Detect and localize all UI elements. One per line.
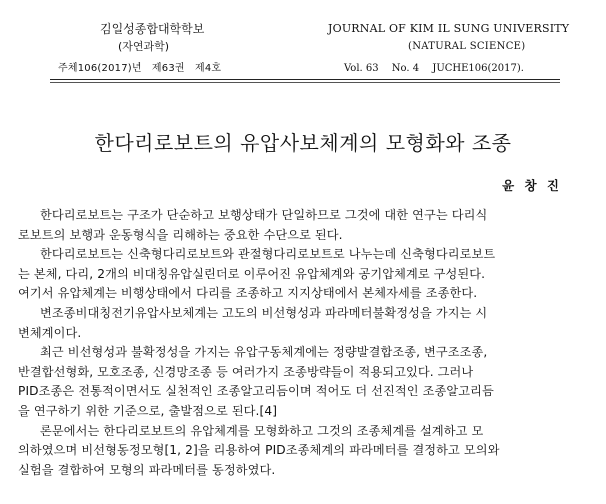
journal-section-ko: (자연과학) xyxy=(118,40,170,53)
body-line: 최근 비선형성과 불확정성을 가지는 유압구동체계에는 정량발결합조종, 변구조조종, xyxy=(40,345,488,360)
article-body xyxy=(18,206,592,480)
body-line: 는 본체, 다리, 2개의 비대칭유압실린더로 이루어진 유압체계와 공기압체계로 구성된다. xyxy=(18,266,486,281)
journal-issue-en xyxy=(344,62,534,76)
body-line: 반결합선형화, 모호조종, 신경망조종 등 여러가지 조종방략들이 적용되고있다. 그러나 xyxy=(18,364,474,379)
volume: Vol. 63 xyxy=(344,63,379,74)
body-line: 론문에서는 한다리로보트의 유압체계를 모형화하고 그것의 조종체계를 설계하고 모 xyxy=(40,423,484,438)
body-line: 의하였으며 비선형동정모형[1, 2]을 리용하여 PID조종체계의 파라메터를 결정하고 모의와 xyxy=(18,443,500,458)
journal-title-en: JOURNAL OF KIM IL SUNG UNIVERSITY xyxy=(328,22,570,35)
body-line: 변조종비대칭전기유압사보체계는 고도의 비선형성과 파라메터불확정성을 가지는 시 xyxy=(40,305,488,320)
article-title: 한다리로보트의 유압사보체계의 모형화와 조종 xyxy=(94,131,512,155)
article-author: 윤 창 진 xyxy=(502,178,562,193)
body-line: 한다리로보트는 신축형다리로보트와 관절형다리로보트로 나누는데 신축형다리로보트 xyxy=(40,247,496,262)
body-line: 로보트의 보행과 운동형식을 리해하는 중요한 수단으로 된다. xyxy=(18,227,343,242)
issue-number: No. 4 xyxy=(391,63,420,74)
body-line: 실험을 결합하여 모형의 파라메터를 동정하였다. xyxy=(18,462,276,477)
body-line: 변체계이다. xyxy=(18,325,82,340)
body-line: 한다리로보트는 구조가 단순하고 보행상태가 단일하므로 그것에 대한 연구는 다리식 xyxy=(40,208,488,222)
body-line: 을 연구하기 위한 기준으로, 출발점으로 된다.[4] xyxy=(18,403,278,418)
header-rule xyxy=(50,79,560,80)
journal-section-en: (NATURAL SCIENCE) xyxy=(408,41,526,52)
journal-issue-ko: 주체106(2017)년 제63권 제4호 xyxy=(58,63,222,74)
issue-year: JUCHE106(2017). xyxy=(432,63,524,74)
body-line: PID조종은 전통적이면서도 실천적인 조종알고리듬이며 적어도 더 선진적인 조종알고리듬 xyxy=(18,384,494,399)
header-rule-thin xyxy=(50,82,560,83)
body-line: 여기서 유압체계는 비행상태에서 다리를 조종하고 지지상태에서 본체자세를 조종한다. xyxy=(18,286,478,301)
journal-title-ko: 김일성종합대학학보 xyxy=(100,22,205,36)
